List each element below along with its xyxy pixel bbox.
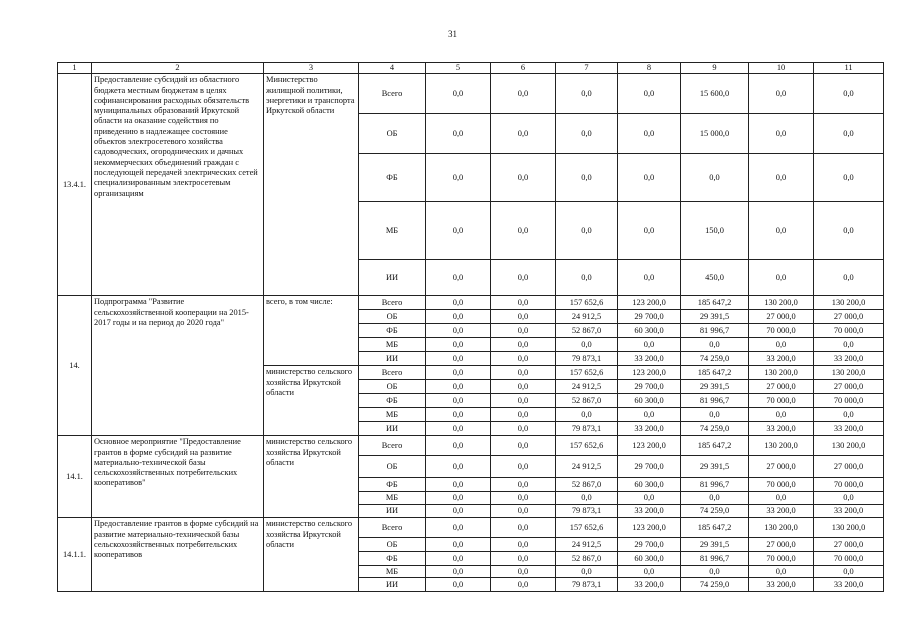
- value-cell: 24 912,5: [556, 380, 618, 394]
- value-cell: 130 200,0: [749, 436, 814, 456]
- value-cell: 130 200,0: [814, 436, 884, 456]
- value-cell: 450,0: [681, 260, 749, 296]
- value-cell: 81 996,7: [681, 478, 749, 492]
- funding-source: Всего: [359, 436, 426, 456]
- executor-name: министерство сельского хозяйства Иркутской области: [264, 366, 359, 436]
- funding-source: ИИ: [359, 422, 426, 436]
- value-cell: 33 200,0: [814, 352, 884, 366]
- row-number: 14.1.: [58, 436, 92, 518]
- funding-source: ОБ: [359, 538, 426, 552]
- funding-source: МБ: [359, 492, 426, 505]
- value-cell: 70 000,0: [814, 478, 884, 492]
- value-cell: 123 200,0: [618, 296, 681, 310]
- executor-name: министерство сельского хозяйства Иркутской области: [264, 436, 359, 518]
- value-cell: 0,0: [749, 260, 814, 296]
- value-cell: 70 000,0: [749, 552, 814, 566]
- value-cell: 29 391,5: [681, 310, 749, 324]
- value-cell: 0,0: [749, 338, 814, 352]
- value-cell: 0,0: [814, 260, 884, 296]
- value-cell: 29 700,0: [618, 310, 681, 324]
- value-cell: 52 867,0: [556, 478, 618, 492]
- value-cell: 0,0: [491, 366, 556, 380]
- value-cell: 27 000,0: [814, 380, 884, 394]
- value-cell: 0,0: [749, 492, 814, 505]
- page-number: 31: [448, 29, 457, 39]
- value-cell: 0,0: [426, 566, 491, 578]
- value-cell: 123 200,0: [618, 366, 681, 380]
- funding-source: Всего: [359, 74, 426, 114]
- value-cell: 130 200,0: [749, 296, 814, 310]
- value-cell: 81 996,7: [681, 552, 749, 566]
- value-cell: 27 000,0: [814, 310, 884, 324]
- value-cell: 0,0: [426, 518, 491, 538]
- column-header: 3: [264, 63, 359, 74]
- value-cell: 60 300,0: [618, 324, 681, 338]
- value-cell: 81 996,7: [681, 324, 749, 338]
- value-cell: 0,0: [426, 436, 491, 456]
- table-body: [58, 63, 884, 592]
- value-cell: 0,0: [426, 74, 491, 114]
- executor-name: Министерство жилищной политики, энергетики и транспорта Иркутской области: [264, 74, 359, 296]
- value-cell: 123 200,0: [618, 518, 681, 538]
- value-cell: 60 300,0: [618, 478, 681, 492]
- funding-source: Всего: [359, 518, 426, 538]
- value-cell: 0,0: [618, 492, 681, 505]
- value-cell: 0,0: [491, 456, 556, 478]
- value-cell: 0,0: [491, 492, 556, 505]
- value-cell: 60 300,0: [618, 394, 681, 408]
- value-cell: 0,0: [426, 478, 491, 492]
- funding-source: МБ: [359, 202, 426, 260]
- value-cell: 70 000,0: [814, 552, 884, 566]
- value-cell: 185 647,2: [681, 296, 749, 310]
- value-cell: 79 873,1: [556, 578, 618, 592]
- funding-source: Всего: [359, 366, 426, 380]
- value-cell: 0,0: [491, 538, 556, 552]
- value-cell: 130 200,0: [814, 518, 884, 538]
- value-cell: 0,0: [491, 566, 556, 578]
- value-cell: 0,0: [426, 114, 491, 154]
- value-cell: 0,0: [556, 338, 618, 352]
- value-cell: 0,0: [491, 324, 556, 338]
- funding-source: ФБ: [359, 154, 426, 202]
- value-cell: 0,0: [618, 74, 681, 114]
- value-cell: 0,0: [426, 552, 491, 566]
- value-cell: 27 000,0: [749, 456, 814, 478]
- value-cell: 33 200,0: [814, 505, 884, 518]
- column-header: 6: [491, 63, 556, 74]
- value-cell: 0,0: [491, 518, 556, 538]
- funding-source: ИИ: [359, 505, 426, 518]
- value-cell: 157 652,6: [556, 366, 618, 380]
- value-cell: 33 200,0: [749, 352, 814, 366]
- value-cell: 15 600,0: [681, 74, 749, 114]
- value-cell: 130 200,0: [814, 296, 884, 310]
- value-cell: 0,0: [491, 338, 556, 352]
- value-cell: 0,0: [618, 566, 681, 578]
- value-cell: 0,0: [491, 552, 556, 566]
- value-cell: 33 200,0: [618, 505, 681, 518]
- value-cell: 0,0: [749, 74, 814, 114]
- value-cell: 0,0: [618, 338, 681, 352]
- value-cell: 74 259,0: [681, 352, 749, 366]
- table-row: [58, 518, 884, 538]
- value-cell: 29 700,0: [618, 538, 681, 552]
- value-cell: 0,0: [749, 114, 814, 154]
- value-cell: 0,0: [681, 566, 749, 578]
- column-header: 1: [58, 63, 92, 74]
- value-cell: 0,0: [426, 505, 491, 518]
- column-header: 5: [426, 63, 491, 74]
- value-cell: 0,0: [426, 310, 491, 324]
- table-row: [58, 296, 884, 310]
- value-cell: 33 200,0: [814, 422, 884, 436]
- value-cell: 0,0: [556, 260, 618, 296]
- value-cell: 27 000,0: [749, 380, 814, 394]
- value-cell: 0,0: [491, 422, 556, 436]
- value-cell: 0,0: [556, 566, 618, 578]
- value-cell: 0,0: [618, 114, 681, 154]
- value-cell: 0,0: [426, 338, 491, 352]
- value-cell: 33 200,0: [749, 505, 814, 518]
- value-cell: 0,0: [426, 260, 491, 296]
- activity-name: Подпрограмма "Развитие сельскохозяйственной кооперации на 2015-2017 годы и на период до 2020 года": [92, 296, 264, 436]
- value-cell: 0,0: [426, 366, 491, 380]
- value-cell: 130 200,0: [814, 366, 884, 380]
- funding-source: ИИ: [359, 352, 426, 366]
- value-cell: 0,0: [426, 422, 491, 436]
- value-cell: 0,0: [426, 380, 491, 394]
- budget-table: [57, 62, 884, 592]
- funding-source: МБ: [359, 338, 426, 352]
- value-cell: 0,0: [491, 202, 556, 260]
- funding-source: МБ: [359, 566, 426, 578]
- value-cell: 0,0: [426, 394, 491, 408]
- column-header: 11: [814, 63, 884, 74]
- value-cell: 0,0: [556, 154, 618, 202]
- column-header: 2: [92, 63, 264, 74]
- value-cell: 79 873,1: [556, 505, 618, 518]
- value-cell: 0,0: [426, 538, 491, 552]
- value-cell: 29 700,0: [618, 380, 681, 394]
- value-cell: 15 000,0: [681, 114, 749, 154]
- value-cell: 0,0: [426, 456, 491, 478]
- value-cell: 0,0: [814, 408, 884, 422]
- value-cell: 33 200,0: [814, 578, 884, 592]
- column-header: 9: [681, 63, 749, 74]
- table-row: [58, 436, 884, 456]
- value-cell: 150,0: [681, 202, 749, 260]
- value-cell: 0,0: [618, 260, 681, 296]
- funding-source: ФБ: [359, 394, 426, 408]
- value-cell: 0,0: [556, 408, 618, 422]
- row-number: 13.4.1.: [58, 74, 92, 296]
- column-header: 10: [749, 63, 814, 74]
- value-cell: 29 391,5: [681, 456, 749, 478]
- value-cell: 0,0: [491, 394, 556, 408]
- funding-source: ИИ: [359, 578, 426, 592]
- funding-source: ОБ: [359, 310, 426, 324]
- value-cell: 33 200,0: [618, 352, 681, 366]
- value-cell: 0,0: [681, 408, 749, 422]
- value-cell: 60 300,0: [618, 552, 681, 566]
- value-cell: 0,0: [814, 74, 884, 114]
- value-cell: 0,0: [426, 578, 491, 592]
- funding-source: ФБ: [359, 478, 426, 492]
- value-cell: 0,0: [426, 408, 491, 422]
- value-cell: 33 200,0: [618, 422, 681, 436]
- value-cell: 0,0: [426, 296, 491, 310]
- value-cell: 79 873,1: [556, 352, 618, 366]
- value-cell: 0,0: [491, 478, 556, 492]
- value-cell: 33 200,0: [749, 578, 814, 592]
- value-cell: 0,0: [426, 324, 491, 338]
- value-cell: 123 200,0: [618, 436, 681, 456]
- value-cell: 157 652,6: [556, 436, 618, 456]
- value-cell: 0,0: [491, 380, 556, 394]
- value-cell: 0,0: [491, 352, 556, 366]
- value-cell: 0,0: [556, 74, 618, 114]
- value-cell: 70 000,0: [749, 324, 814, 338]
- funding-source: ОБ: [359, 114, 426, 154]
- value-cell: 0,0: [426, 154, 491, 202]
- value-cell: 0,0: [681, 492, 749, 505]
- value-cell: 70 000,0: [749, 478, 814, 492]
- value-cell: 33 200,0: [618, 578, 681, 592]
- funding-source: ИИ: [359, 260, 426, 296]
- value-cell: 185 647,2: [681, 518, 749, 538]
- value-cell: 0,0: [749, 566, 814, 578]
- value-cell: 70 000,0: [749, 394, 814, 408]
- value-cell: 0,0: [814, 492, 884, 505]
- value-cell: 0,0: [814, 338, 884, 352]
- value-cell: 157 652,6: [556, 296, 618, 310]
- value-cell: 0,0: [491, 436, 556, 456]
- value-cell: 24 912,5: [556, 310, 618, 324]
- value-cell: 185 647,2: [681, 436, 749, 456]
- value-cell: 130 200,0: [749, 518, 814, 538]
- value-cell: 0,0: [491, 408, 556, 422]
- executor-name: всего, в том числе:: [264, 296, 359, 366]
- funding-source: ФБ: [359, 324, 426, 338]
- value-cell: 0,0: [491, 578, 556, 592]
- value-cell: 79 873,1: [556, 422, 618, 436]
- value-cell: 52 867,0: [556, 552, 618, 566]
- column-header: 7: [556, 63, 618, 74]
- value-cell: 0,0: [814, 154, 884, 202]
- value-cell: 0,0: [749, 408, 814, 422]
- executor-name: министерство сельского хозяйства Иркутской области: [264, 518, 359, 592]
- value-cell: 0,0: [556, 492, 618, 505]
- value-cell: 29 391,5: [681, 538, 749, 552]
- activity-name: Основное мероприятие "Предоставление грантов в форме субсидий на развитие материально-технической базы сельскохозяйственных потребительских кооперативов": [92, 436, 264, 518]
- value-cell: 24 912,5: [556, 538, 618, 552]
- funding-source: МБ: [359, 408, 426, 422]
- value-cell: 185 647,2: [681, 366, 749, 380]
- value-cell: 0,0: [618, 408, 681, 422]
- activity-name: Предоставление грантов в форме субсидий на развитие материально-технической базы сельскохозяйственных потребительских кооперативов: [92, 518, 264, 592]
- value-cell: 29 700,0: [618, 456, 681, 478]
- value-cell: 0,0: [681, 154, 749, 202]
- value-cell: 52 867,0: [556, 394, 618, 408]
- value-cell: 52 867,0: [556, 324, 618, 338]
- value-cell: 0,0: [491, 114, 556, 154]
- value-cell: 0,0: [814, 114, 884, 154]
- row-number: 14.: [58, 296, 92, 436]
- value-cell: 24 912,5: [556, 456, 618, 478]
- value-cell: 0,0: [749, 202, 814, 260]
- value-cell: 27 000,0: [814, 456, 884, 478]
- value-cell: 27 000,0: [814, 538, 884, 552]
- value-cell: 0,0: [491, 154, 556, 202]
- value-cell: 157 652,6: [556, 518, 618, 538]
- value-cell: 27 000,0: [749, 538, 814, 552]
- funding-source: Всего: [359, 296, 426, 310]
- value-cell: 0,0: [491, 260, 556, 296]
- value-cell: 130 200,0: [749, 366, 814, 380]
- value-cell: 0,0: [426, 492, 491, 505]
- value-cell: 0,0: [491, 74, 556, 114]
- funding-source: ОБ: [359, 380, 426, 394]
- value-cell: 0,0: [491, 296, 556, 310]
- value-cell: 0,0: [814, 202, 884, 260]
- value-cell: 74 259,0: [681, 578, 749, 592]
- value-cell: 0,0: [681, 338, 749, 352]
- column-header: 4: [359, 63, 426, 74]
- value-cell: 70 000,0: [814, 394, 884, 408]
- activity-name: Предоставление субсидий из областного бюджета местным бюджетам в целях софинансирования расходных обязательств муниципальных образований Иркутской области на оказание содействия по приведению в надлежащее состояние объектов электросетевого хозяйства садоводческих, огороднических и дачных некоммерческих объединений граждан с последующей передачей электрических сетей специализированным электросетевым организациям: [92, 74, 264, 296]
- value-cell: 70 000,0: [814, 324, 884, 338]
- value-cell: 0,0: [556, 114, 618, 154]
- value-cell: 0,0: [556, 202, 618, 260]
- value-cell: 0,0: [749, 154, 814, 202]
- value-cell: 0,0: [426, 352, 491, 366]
- value-cell: 0,0: [491, 310, 556, 324]
- row-number: 14.1.1.: [58, 518, 92, 592]
- value-cell: 0,0: [426, 202, 491, 260]
- value-cell: 0,0: [491, 505, 556, 518]
- value-cell: 27 000,0: [749, 310, 814, 324]
- column-header: 8: [618, 63, 681, 74]
- value-cell: 0,0: [814, 566, 884, 578]
- value-cell: 0,0: [618, 202, 681, 260]
- table-header-row: [58, 63, 884, 74]
- value-cell: 33 200,0: [749, 422, 814, 436]
- value-cell: 29 391,5: [681, 380, 749, 394]
- funding-source: ОБ: [359, 456, 426, 478]
- value-cell: 74 259,0: [681, 505, 749, 518]
- table-row: [58, 74, 884, 114]
- funding-source: ФБ: [359, 552, 426, 566]
- value-cell: 74 259,0: [681, 422, 749, 436]
- value-cell: 81 996,7: [681, 394, 749, 408]
- value-cell: 0,0: [618, 154, 681, 202]
